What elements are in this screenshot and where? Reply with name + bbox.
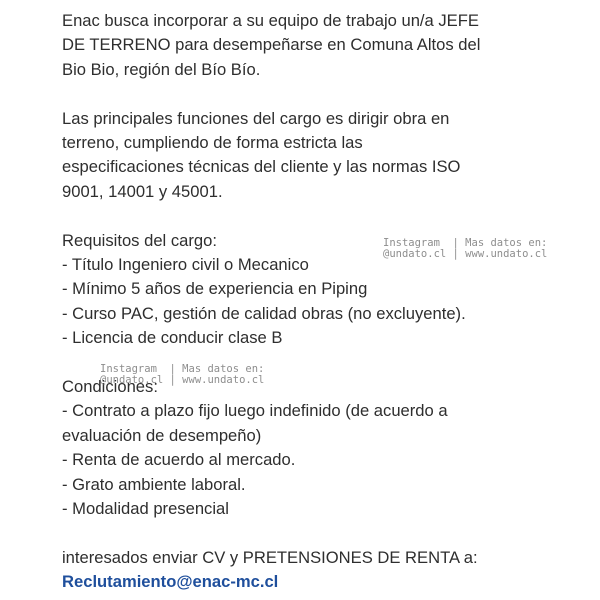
email-link[interactable]: Reclutamiento@enac-mc.cl [62, 572, 279, 592]
requirements-heading: Requisitos del cargo: [62, 230, 217, 250]
intro-line: DE TERRENO para desempeñarse en Comuna Altos del [62, 35, 481, 55]
watermark-line: @undato.cl | www.undato.cl [100, 374, 265, 386]
condition-item: - Modalidad presencial [62, 499, 229, 519]
watermark-line: Instagram | Mas datos en: [383, 237, 548, 249]
condition-item: - Contrato a plazo fijo luego indefinido (de acuerdo a [62, 401, 448, 421]
condition-item: - Renta de acuerdo al mercado. [62, 450, 296, 470]
apply-text: interesados enviar CV y PRETENSIONES DE RENTA a: [62, 547, 478, 567]
watermark-line: Instagram | Mas datos en: [100, 363, 265, 375]
watermark [383, 238, 547, 260]
condition-item: - Grato ambiente laboral. [62, 474, 246, 494]
requirement-item: - Mínimo 5 años de experiencia en Piping [62, 279, 368, 299]
condition-item: evaluación de desempeño) [62, 425, 262, 445]
job-post [62, 9, 587, 595]
watermark [100, 364, 264, 386]
intro-line: Bio Bio, región del Bío Bío. [62, 59, 261, 79]
requirement-item: - Licencia de conducir clase B [62, 328, 283, 348]
watermark-line: @undato.cl | www.undato.cl [383, 248, 548, 260]
intro-line: Enac busca incorporar a su equipo de trabajo un/a JEFE [62, 11, 479, 30]
functions-line: especificaciones técnicas del cliente y las normas ISO [62, 157, 461, 177]
intro-paragraph [62, 9, 587, 82]
apply-section [62, 546, 587, 595]
conditions-section [62, 375, 587, 521]
functions-line: Las principales funciones del cargo es dirigir obra en [62, 108, 450, 128]
functions-line: terreno, cumpliendo de forma estricta las [62, 133, 363, 153]
conditions-heading: Condiciones: [62, 377, 158, 397]
functions-paragraph [62, 107, 587, 205]
functions-line: 9001, 14001 y 45001. [62, 181, 223, 201]
requirement-item: - Título Ingeniero civil o Mecanico [62, 255, 309, 275]
requirement-item: - Curso PAC, gestión de calidad obras (no excluyente). [62, 303, 466, 323]
